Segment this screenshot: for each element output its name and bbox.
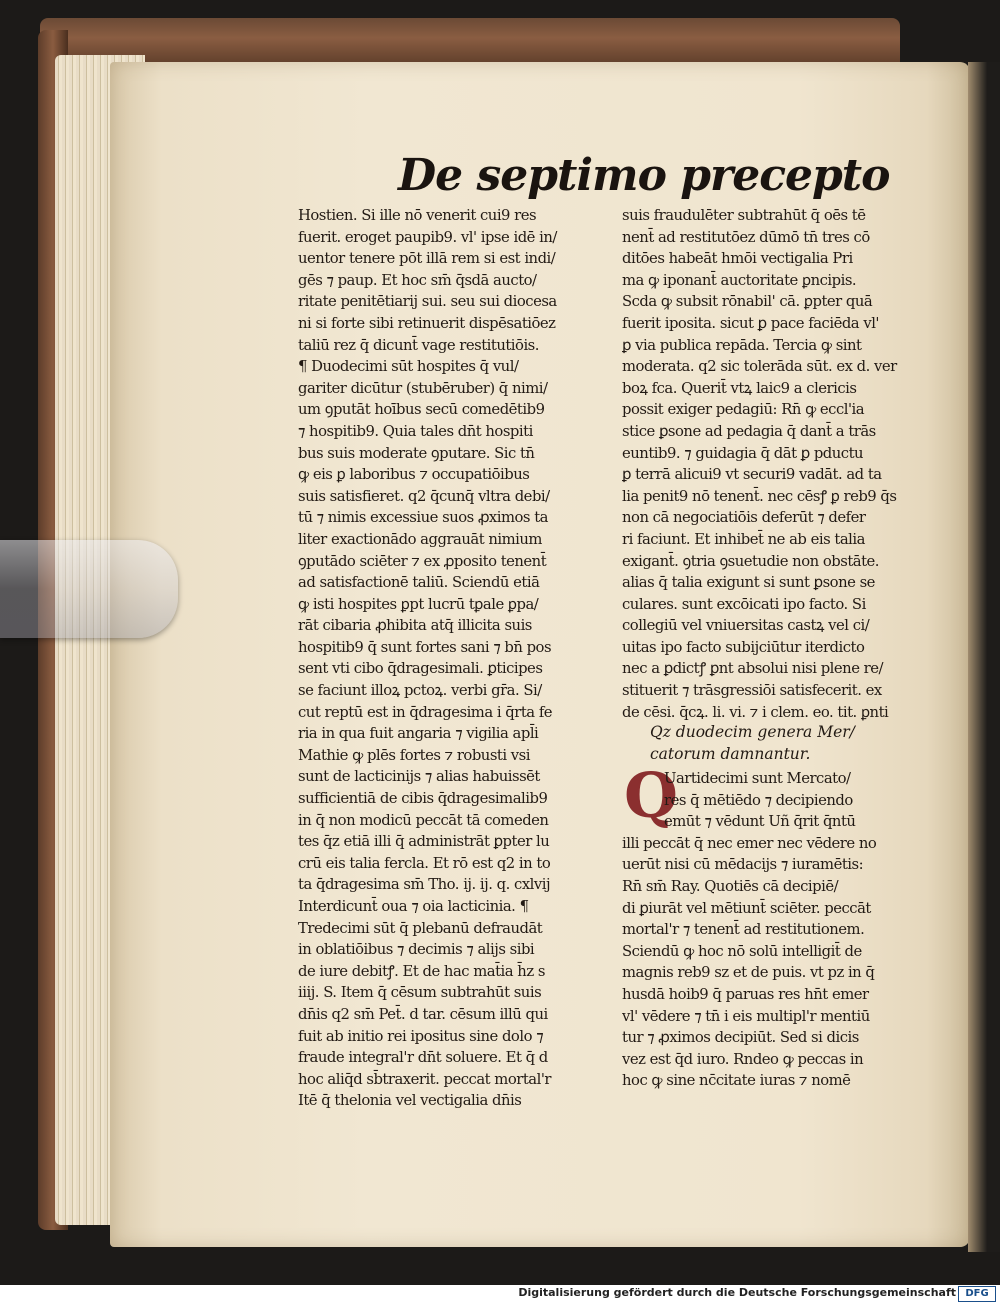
text-line: ad satisfactionē taliū. Sciendū etiā bbox=[298, 574, 540, 592]
facing-page-edge bbox=[968, 62, 1000, 1252]
text-line: ria in qua fuit angaria ⁊ vigilia apl̄i bbox=[298, 725, 539, 743]
section-heading bbox=[650, 722, 940, 765]
text-line: stice ꝑsone ad pedagia q̄ dant̄ a trās bbox=[622, 422, 876, 440]
text-line: possit exiger pedagiū: Rn̄ ꝙ eccl'ia bbox=[622, 401, 865, 419]
text-line: de iure debitꝭ. Et de hac mat̄ia h̄z s bbox=[298, 962, 545, 980]
book-cover-top bbox=[40, 18, 900, 68]
text-line: ꝑ terrā alicui9 vt securi9 vadāt. ad ta bbox=[622, 466, 882, 484]
text-line: exigant̄. ꝯtria ꝯsuetudie non obstāte. bbox=[622, 552, 880, 570]
text-line: non cā negociatiōis deferūt ⁊ defer bbox=[622, 509, 866, 527]
text-line: dn̄is q2 sm̄ Pet̄. d tar. cēsum illū qui bbox=[298, 1005, 548, 1023]
text-line: vez est q̄d iuro. Rndeo ꝙ peccas in bbox=[622, 1050, 864, 1068]
text-line: nent̄ ad restitutōez dūmō tn̄ tres cō bbox=[622, 228, 870, 246]
text-line: Uartidecimi sunt Mercato/ bbox=[664, 770, 851, 787]
text-line: ꝑ via publica repāda. Tercia ꝙ sint bbox=[622, 336, 862, 354]
text-line: taliū rez q̄ dicunt̄ vage restitutiōis. bbox=[298, 336, 539, 354]
text-line: catorum damnantur. bbox=[650, 744, 811, 763]
page-title: De septimo precepto bbox=[398, 150, 890, 201]
text-line: cut reptū est in q̄dragesima i q̄rta fe bbox=[298, 703, 553, 721]
rubricated-initial: Q bbox=[624, 759, 679, 832]
text-line: crū eis talia fercla. Et rō est q2 in to bbox=[298, 854, 551, 872]
text-line: euntib9. ⁊ guidagia q̄ dāt ꝑ pductu bbox=[622, 444, 864, 462]
text-line: sent vti cibo q̄dragesimali. ꝑticipes bbox=[298, 660, 543, 678]
text-line: collegiū vel vniuersitas castꝝ vel ci/ bbox=[622, 617, 870, 635]
text-line: fuerit iposita. sicut ꝑ pace faciēda vl' bbox=[622, 314, 879, 332]
text-line: ritate penitētiarij sui. seu sui diocesa bbox=[298, 293, 557, 311]
text-line: liter exactionādo aggrauāt nimium bbox=[298, 530, 542, 548]
text-line: bus suis moderate ꝯputare. Sic tn̄ bbox=[298, 444, 535, 462]
text-line: di ꝑiurāt vel mētiunt̄ sciēter. peccāt bbox=[622, 899, 871, 917]
text-line: in q̄ non modicū peccāt tā comeden bbox=[298, 811, 549, 829]
text-line: ditōes habeāt hmōi vectigalia Pri bbox=[622, 250, 853, 268]
text-line: alias q̄ talia exigunt si sunt ꝑsone se bbox=[622, 574, 875, 592]
text-line: magnis reb9 sz et de puis. vt pz in q̄ bbox=[622, 964, 875, 982]
text-line: ¶ Duodecimi sūt hospites q̄ vul/ bbox=[298, 358, 519, 376]
text-line: sufficientiā de cibis q̄dragesimalib9 bbox=[298, 790, 548, 808]
text-line: husdā hoib9 q̄ paruas res hn̄t emer bbox=[622, 985, 869, 1003]
text-line: Mathie ꝙ plēs fortes ⁊ robusti vsi bbox=[298, 746, 530, 764]
text-line: iiij. S. Item q̄ cēsum subtrahūt suis bbox=[298, 984, 542, 1002]
text-line: Tredecimi sūt q̄ plebanū defraudāt bbox=[298, 919, 543, 937]
text-line: boꝝ fca. Querit̄ vtꝝ laic9 a clericis bbox=[622, 379, 857, 397]
text-line: rāt cibaria ꝓhibita atq̄ illicita suis bbox=[298, 617, 532, 635]
text-line: culares. sunt excōicati ipo facto. Si bbox=[622, 595, 866, 613]
text-line: nec a ꝑdictꝭ ꝑnt absolui nisi plene re/ bbox=[622, 660, 883, 678]
text-line: Hostien. Si ille nō venerit cui9 res bbox=[298, 207, 537, 224]
text-line: ⁊ hospitib9. Quia tales dn̄t hospiti bbox=[298, 422, 533, 440]
text-line: suis satisfieret. q2 q̄cunq̄ vltra debi/ bbox=[298, 487, 550, 505]
text-line: fraude integral'r dn̄t soluere. Et q̄ d bbox=[298, 1049, 548, 1067]
text-line: ma ꝙ iponant̄ auctoritate ꝑncipis. bbox=[622, 271, 857, 289]
text-line: in oblatiōibus ⁊ decimis ⁊ alijs sibi bbox=[298, 941, 535, 959]
text-line: tes q̄z etiā illi q̄ administrāt ꝑpter lu bbox=[298, 833, 550, 851]
text-line: uentor tenere pōt illā rem si est indi/ bbox=[298, 250, 556, 268]
text-line: mortal'r ⁊ tenent̄ ad restitutionem. bbox=[622, 921, 865, 939]
text-line: ꝯputādo sciēter ⁊ ex ꝓposito tenent̄ bbox=[298, 552, 547, 570]
text-line: stituerit ⁊ trāsgressiōi satisfecerit. ex bbox=[622, 682, 882, 700]
text-line: sunt de lacticinijs ⁊ alias habuissēt bbox=[298, 768, 540, 786]
text-line: vl' vēdere ⁊ tn̄ i eis multipl'r mentiū bbox=[622, 1007, 870, 1025]
text-line: Scda ꝙ subsit rōnabil' cā. ꝑpter quā bbox=[622, 293, 873, 311]
text-line: hospitib9 q̄ sunt fortes sani ⁊ bn̄ pos bbox=[298, 638, 552, 656]
text-line: se faciunt illoꝝ pctoꝝ. verbi gr̄a. Si/ bbox=[298, 682, 542, 700]
text-line: suis fraudulēter subtrahūt q̄ oēs tē bbox=[622, 207, 866, 224]
text-line: tū ⁊ nimis excessiue suos ꝓximos ta bbox=[298, 509, 548, 527]
text-line: de cēsi. q̄cꝝ. li. vi. ⁊ i clem. eo. tit. ꝑnti bbox=[622, 703, 889, 721]
text-line: uerūt nisi cū mēdacijs ⁊ iuramētis: bbox=[622, 856, 864, 874]
text-line: lia penit9 nō tenent̄. nec cēsꝭ ꝑ reb9 q̄s bbox=[622, 487, 897, 505]
text-line: um ꝯputāt hoībus secū comedētib9 bbox=[298, 401, 545, 419]
text-line: Interdicunt̄ oua ⁊ oia lacticinia. ¶ bbox=[298, 898, 529, 915]
text-line: ri faciunt. Et inhibet̄ ne ab eis talia bbox=[622, 530, 865, 548]
glass-page-holder bbox=[0, 540, 178, 638]
text-line: res q̄ mētiēdo ⁊ decipiendo bbox=[664, 791, 853, 809]
text-line: hoc ꝙ sine nc̄citate iuras ⁊ nomē bbox=[622, 1072, 851, 1090]
text-line: ꝙ isti hospites ꝑpt lucrū tꝑale ꝑpa/ bbox=[298, 595, 539, 613]
text-line: fuit ab initio rei ipositus sine dolo ⁊ bbox=[298, 1027, 544, 1045]
text-line: emūt ⁊ vēdunt Uñ q̄rit q̄ntū bbox=[664, 813, 856, 831]
right-text-column-bottom bbox=[622, 768, 932, 1092]
text-line: gariter dicūtur (stubēruber) q̄ nimi/ bbox=[298, 379, 548, 397]
left-text-column bbox=[298, 205, 610, 1112]
text-line: tur ⁊ ꝓximos decipiūt. Sed si dicis bbox=[622, 1029, 859, 1047]
text-line: ni si forte sibi retinuerit dispēsatiōez bbox=[298, 314, 556, 332]
right-text-column-top bbox=[622, 205, 930, 723]
dfg-logo: DFG bbox=[958, 1286, 996, 1302]
text-line: Rn̄ sm̄ Ray. Quotiēs cā decipiē/ bbox=[622, 877, 839, 895]
text-line: fuerit. eroget paupib9. vl' ipse idē in/ bbox=[298, 228, 557, 246]
text-line: uitas ipo facto subijciūtur iterdicto bbox=[622, 638, 865, 656]
text-line: illi peccāt q̄ nec emer nec vēdere no bbox=[622, 834, 877, 852]
text-line: gēs ⁊ paup. Et hoc sm̄ q̄sdā aucto/ bbox=[298, 271, 537, 289]
text-line: moderata. q2 sic tolerāda sūt. ex d. ver bbox=[622, 358, 897, 376]
text-line: ta q̄dragesima sm̄ Tho. ij. ij. q. cxlvij bbox=[298, 876, 551, 894]
text-line: Sciendū ꝙ hoc nō solū intelligit̄ de bbox=[622, 942, 862, 960]
text-line: Itē q̄ thelonia vel vectigalia dn̄is bbox=[298, 1092, 522, 1110]
text-line: hoc aliq̄d sb̄traxerit. peccat mortal'r bbox=[298, 1070, 551, 1088]
text-line: Qz duodecim genera Mer/ bbox=[650, 723, 855, 741]
funding-credit: Digitalisierung gefördert durch die Deutsche Forschungsgemeinschaft bbox=[518, 1286, 956, 1299]
text-line: ꝙ eis ꝑ laboribus ⁊ occupatiōibus bbox=[298, 466, 530, 484]
